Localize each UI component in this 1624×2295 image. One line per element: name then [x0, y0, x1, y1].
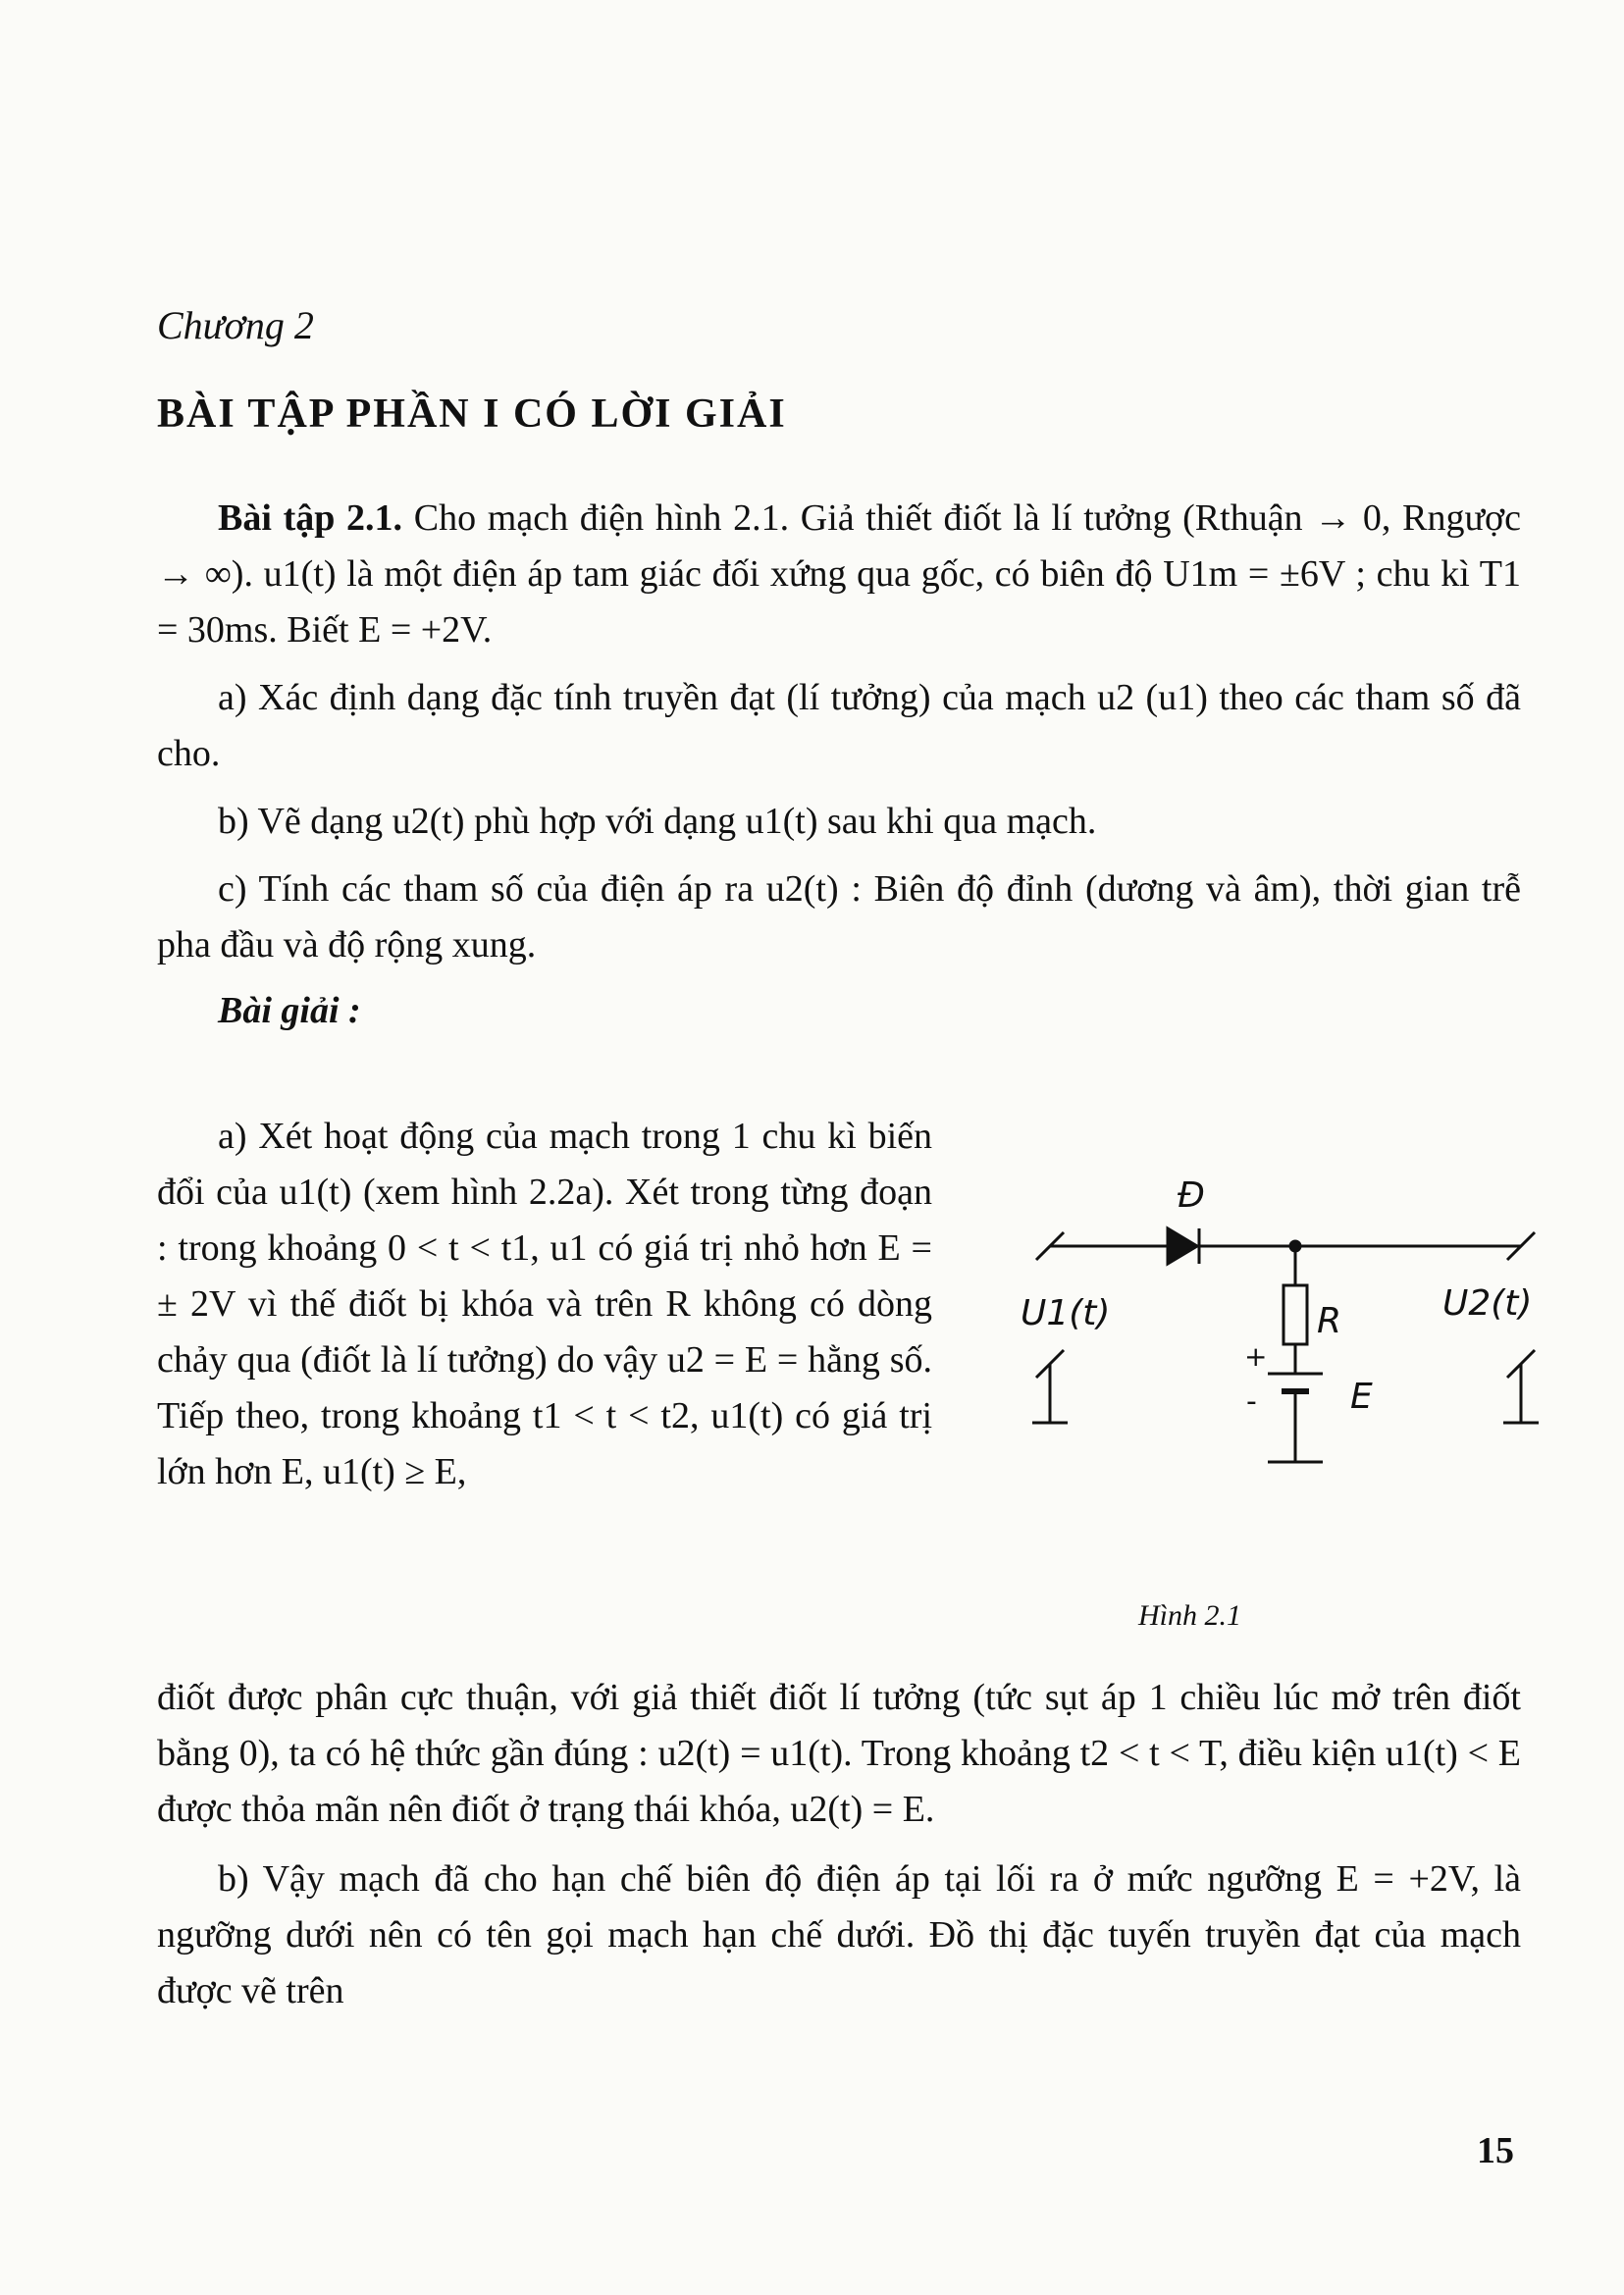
problem-part-a: a) Xác định dạng đặc tính truyền đạt (lí tưởng) của mạch u2 (u1) theo các tham số đã cho. — [157, 677, 1521, 774]
problem-part-b: b) Vẽ dạng u2(t) phù hợp với dạng u1(t) sau khi qua mạch. — [218, 801, 1097, 842]
minus-sign: - — [1246, 1384, 1257, 1419]
resistor-label: R — [1317, 1301, 1342, 1341]
source-label: E — [1350, 1377, 1373, 1417]
solution-para-a-full — [157, 1670, 1521, 2019]
circuit-figure — [1011, 1138, 1560, 1560]
solution-text-a-full: điốt được phân cực thuận, với giả thiết điốt lí tưởng (tức sụt áp 1 chiều lúc mở trên điốt bằng 0), ta có hệ thức gần đúng : u2(t) = u1(t). Trong khoảng t2 < t < T, điều kiện u1(t) < E được thỏa mãn nên điốt ở trạng thái khóa, u2(t) = E. — [157, 1677, 1521, 1830]
problem-label: Bài tập 2.1. — [218, 497, 403, 539]
solution-heading: Bài giải : — [218, 990, 361, 1031]
problem-part-c: c) Tính các tham số của điện áp ra u2(t) : Biên độ đỉnh (dương và âm), thời gian trễ pha đầu và độ rộng xung. — [157, 868, 1521, 965]
resistor-icon — [1283, 1285, 1307, 1344]
chapter-heading: Chương 2 — [157, 303, 314, 347]
problem-intro — [157, 491, 1521, 658]
output-label: U2(t) — [1442, 1283, 1533, 1324]
section-title: BÀI TẬP PHẦN I CÓ LỜI GIẢI — [157, 391, 787, 437]
diode-symbol-icon — [1168, 1228, 1197, 1264]
solution-text-b: b) Vậy mạch đã cho hạn chế biên độ điện áp tại lối ra ở mức ngưỡng E = +2V, là ngưỡng dưới nên có tên gọi mạch hạn chế dưới. Đồ thị đặc tuyến truyền đạt của mạch được vẽ trên — [157, 1858, 1521, 2011]
page-number: 15 — [1477, 2130, 1514, 2171]
figure-caption: Hình 2.1 — [1138, 1599, 1241, 1632]
input-label: U1(t) — [1021, 1293, 1111, 1333]
solution-para-a-narrow — [157, 1109, 932, 1500]
problem-intro-text: Cho mạch điện hình 2.1. Giả thiết điốt là lí tưởng (Rthuận → 0, Rngược → ∞). u1(t) là một điện áp tam giác đối xứng qua gốc, có biên độ U1m = ±6V ; chu kì T1 = 30ms. Biết E = +2V. — [157, 497, 1521, 651]
plus-sign: + — [1244, 1340, 1268, 1373]
solution-text-a-narrow: a) Xét hoạt động của mạch trong 1 chu kì biến đổi của u1(t) (xem hình 2.2a). Xét trong từng đoạn : trong khoảng 0 < t < t1, u1 có giá trị nhỏ hơn E = ± 2V vì thế điốt bị khóa và trên R không có dòng chảy qua (điốt là lí tưởng) do vậy u2 = E = hằng số. Tiếp theo, trong khoảng t1 < t < t2, u1(t) có giá trị lớn hơn E, u1(t) ≥ E, — [157, 1116, 932, 1492]
problem-block — [157, 491, 1521, 1039]
diode-label: Đ — [1178, 1175, 1205, 1216]
